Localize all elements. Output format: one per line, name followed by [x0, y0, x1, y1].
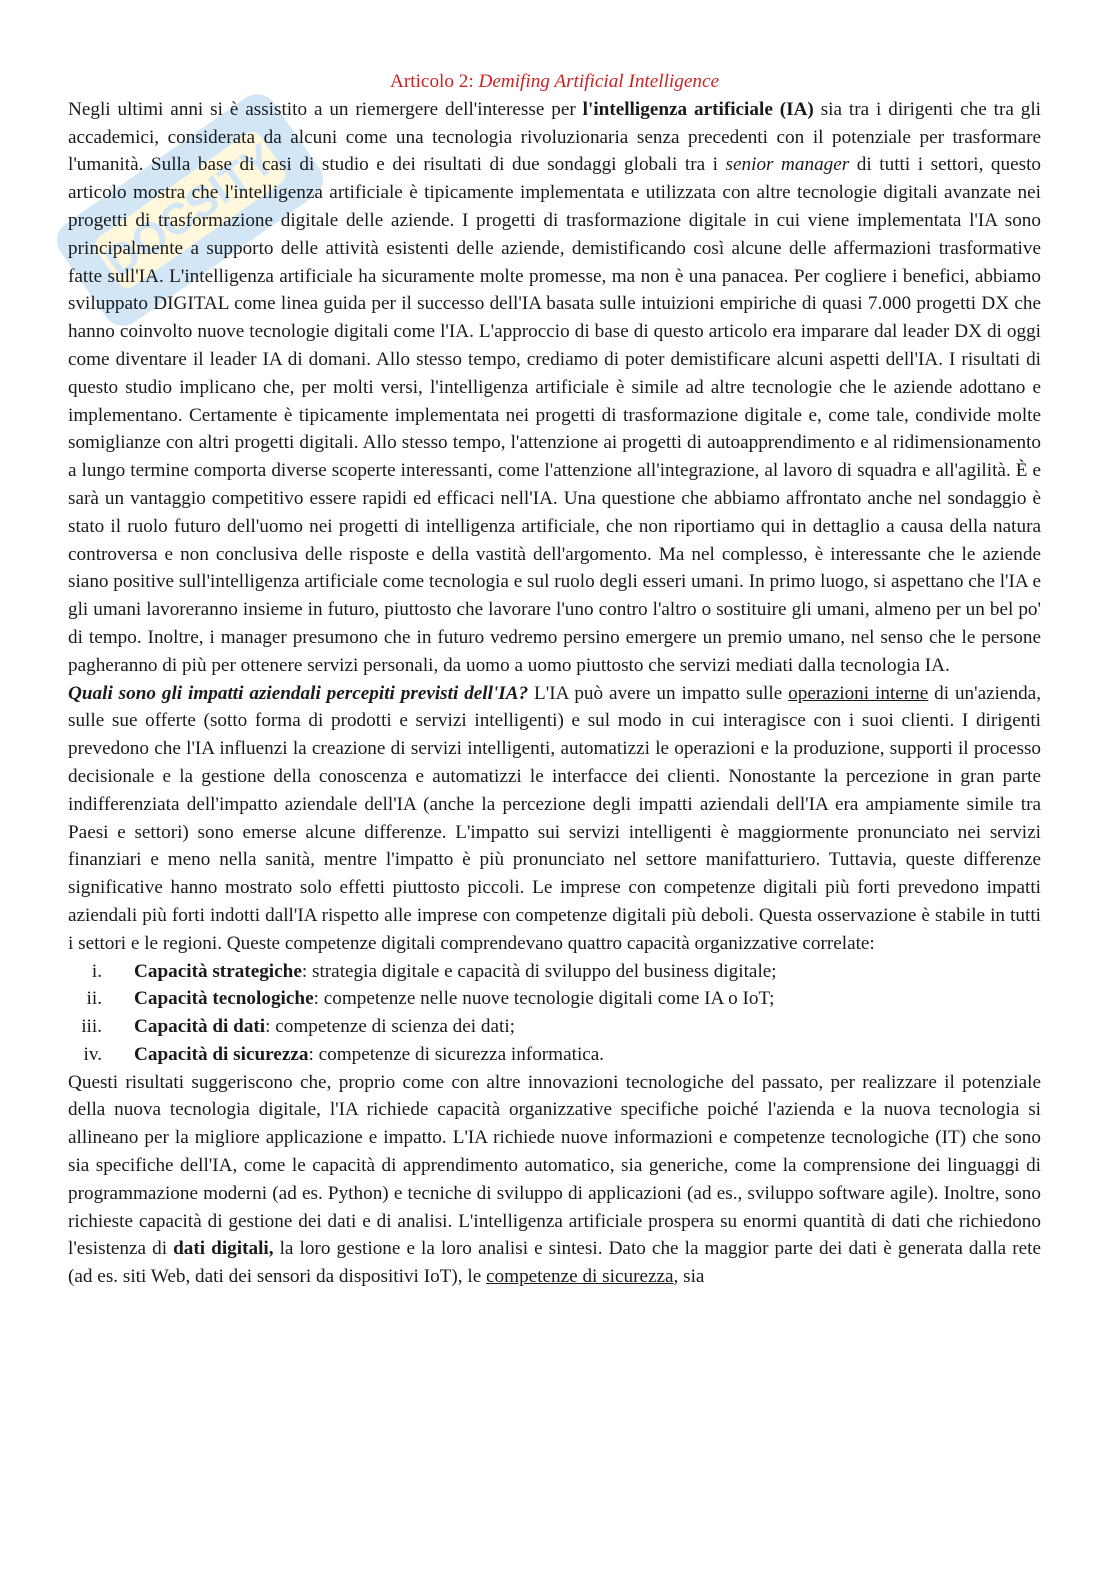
capabilities-list: [68, 958, 1041, 1069]
p1-text-1: Negli ultimi anni si è assistito a un riemergere dell'interesse per: [68, 98, 583, 120]
p3-text-3: , sia: [673, 1266, 705, 1288]
p2-underline-operazioni-interne: operazioni interne: [788, 682, 929, 704]
p3-bold-dati-digitali: dati digitali,: [173, 1238, 274, 1260]
list-number: ii.: [86, 988, 102, 1010]
list-item: [68, 958, 1041, 986]
paragraph-impacts: [68, 680, 1041, 958]
document-page: [68, 68, 1041, 1291]
list-item-bold: Capacità strategiche: [134, 960, 302, 982]
list-item-text: : competenze di sicurezza informatica.: [308, 1043, 605, 1065]
p2-question-heading: Quali sono gli impatti aziendali percepiti previsti dell'IA?: [68, 682, 529, 704]
p1-text-2: sia tra i dirigenti che tra gli accademici, considerata da alcuni come una tecnologia rivoluzionaria senza precedenti con il potenziale per trasformare l'umanità. Sulla base di casi di studio e dei risultati di due sondaggi globali tra i: [68, 98, 1042, 176]
list-number: i.: [91, 960, 102, 982]
list-item-text: : competenze di scienza dei dati;: [265, 1016, 515, 1038]
p3-text-2: la loro gestione e la loro analisi e sintesi. Dato che la maggior parte dei dati è generata dalla rete (ad es. siti Web, dati dei sensori da dispositivi IoT), le: [68, 1238, 1042, 1288]
article-title: [68, 68, 1041, 96]
list-item: [68, 1013, 1041, 1041]
title-italic: Demifing Artificial Intelligence: [478, 71, 719, 92]
list-item-bold: Capacità di sicurezza: [134, 1043, 309, 1065]
p2-text-2: di un'azienda, sulle sue offerte (sotto forma di prodotti e servizi intelligenti) e sul modo in cui interagisce con i suoi clienti. I dirigenti prevedono che l'IA influenzi la creazione di servizi intelligenti, automatizzi le operazioni e la produzione, supporti il processo decisionale e la gestione della conoscenza e automatizzi le interfacce dei clienti. Nonostante la percezione in gran parte indifferenziata dell'impatto aziendale dell'IA (anche la percezione degli impatti aziendali dell'IA era ampiamente simile tra Paesi e settori) sono emerse alcune differenze. L'impatto sui servizi intelligenti è maggiormente pronunciato nei servizi finanziari e meno nella sanità, mentre l'impatto è più pronunciato nel settore manifatturiero. Tuttavia, queste differenze significative hanno mostrato solo effetti piuttosto piccoli. Le imprese con competenze digitali più forti prevedono impatti aziendali più forti indotti dall'IA rispetto alle imprese con competenze digitali più deboli. Questa osservazione è stabile in tutti i settori e le regioni. Queste competenze digitali comprendevano quattro capacità organizzative correlate:: [68, 682, 1041, 954]
p3-text-1: Questi risultati suggeriscono che, proprio come con altre innovazioni tecnologiche del passato, per realizzare il potenziale della nuova tecnologia digitale, l'IA richiede capacità organizzative specifiche poiché l'azienda e la nuova tecnologia si allineano per la migliore applicazione e impatto. L'IA richiede nuove informazioni e competenze tecnologiche (IT) che sono sia specifiche dell'IA, come le capacità di apprendimento automatico, sia generiche, come la comprensione dei linguaggi di programmazione moderni (ad es. Python) e tecniche di sviluppo di applicazioni (ad es., sviluppo software agile). Inoltre, sono richieste capacità di gestione dei dati e di analisi. L'intelligenza artificiale prospera su enormi quantità di dati che richiedono l'esistenza di: [68, 1071, 1041, 1260]
p1-text-3: di tutti i settori, questo articolo mostra che l'intelligenza artificiale è tipicamente implementata e utilizzata con altre tecnologie digitali avanzate nei progetti di trasformazione digitale delle aziende. I progetti di trasformazione digitale in cui viene implementata l'IA sono principalmente a supporto delle attività esistenti delle aziende, demistificando così alcune delle affermazioni trasformative fatte sull'IA. L'intelligenza artificiale ha sicuramente molte promesse, ma non è una panacea. Per cogliere i benefici, abbiamo sviluppato DIGITAL come linea guida per il successo dell'IA basata sulle intuizioni empiriche di quasi 7.000 progetti DX che hanno coinvolto nuove tecnologie digitali come l'IA. L'approccio di base di questo articolo era imparare dal leader DX di oggi come diventare il leader IA di domani. Allo stesso tempo, crediamo di poter demistificare alcuni aspetti dell'IA. I risultati di questo studio implicano che, per molti versi, l'intelligenza artificiale è simile ad altre tecnologie che le aziende adottano e implementano. Certamente è tipicamente implementata nei progetti di trasformazione digitale e, come tale, condivide molte somiglianze con altri progetti digitali. Allo stesso tempo, l'attenzione ai progetti di autoapprendimento e al ridimensionamento a lungo termine comporta diverse scoperte interessanti, come l'attenzione all'integrazione, al lavoro di squadra e all'agilità. È e sarà un vantaggio competitivo essere rapidi ed efficaci nell'IA. Una questione che abbiamo affrontato anche nel sondaggio è stato il ruolo futuro dell'uomo nei progetti di intelligenza artificiale, che non riportiamo qui in dettaglio a causa della natura controversa e non conclusiva delle risposte e della vastità dell'argomento. Ma nel complesso, è interessante che le aziende siano positive sull'intelligenza artificiale come tecnologia e sul ruolo degli esseri umani. In primo luogo, si aspettano che l'IA e gli umani lavoreranno insieme in futuro, piuttosto che lavorare l'uno contro l'altro o sostituire gli umani, almeno per un bel po' di tempo. Inoltre, i manager presumono che in futuro vedremo persino emergere un premio umano, nel senso che le persone pagheranno di più per ottenere servizi personali, da uomo a uomo piuttosto che servizi mediati dalla tecnologia IA.: [68, 154, 1041, 676]
paragraph-intro: [68, 96, 1041, 680]
list-item-bold: Capacità tecnologiche: [134, 988, 314, 1010]
p1-bold-ia: l'intelligenza artificiale (IA): [582, 98, 814, 120]
list-item: [68, 985, 1041, 1013]
p3-underline-competenze-sicurezza: competenze di sicurezza: [486, 1266, 674, 1288]
p1-italic-senior-manager: senior manager: [725, 154, 850, 176]
list-item-text: : strategia digitale e capacità di sviluppo del business digitale;: [301, 960, 777, 982]
watermark-brand: DOCSITY: [96, 134, 285, 287]
list-item: [68, 1041, 1041, 1069]
p2-text-1: L'IA può avere un impatto sulle: [528, 682, 789, 704]
paragraph-results: [68, 1069, 1041, 1291]
title-prefix: Articolo 2:: [390, 71, 479, 92]
list-item-text: : competenze nelle nuove tecnologie digitali come IA o IoT;: [313, 988, 775, 1010]
list-number: iii.: [81, 1016, 102, 1038]
list-item-bold: Capacità di dati: [134, 1016, 266, 1038]
list-number: iv.: [83, 1043, 102, 1065]
